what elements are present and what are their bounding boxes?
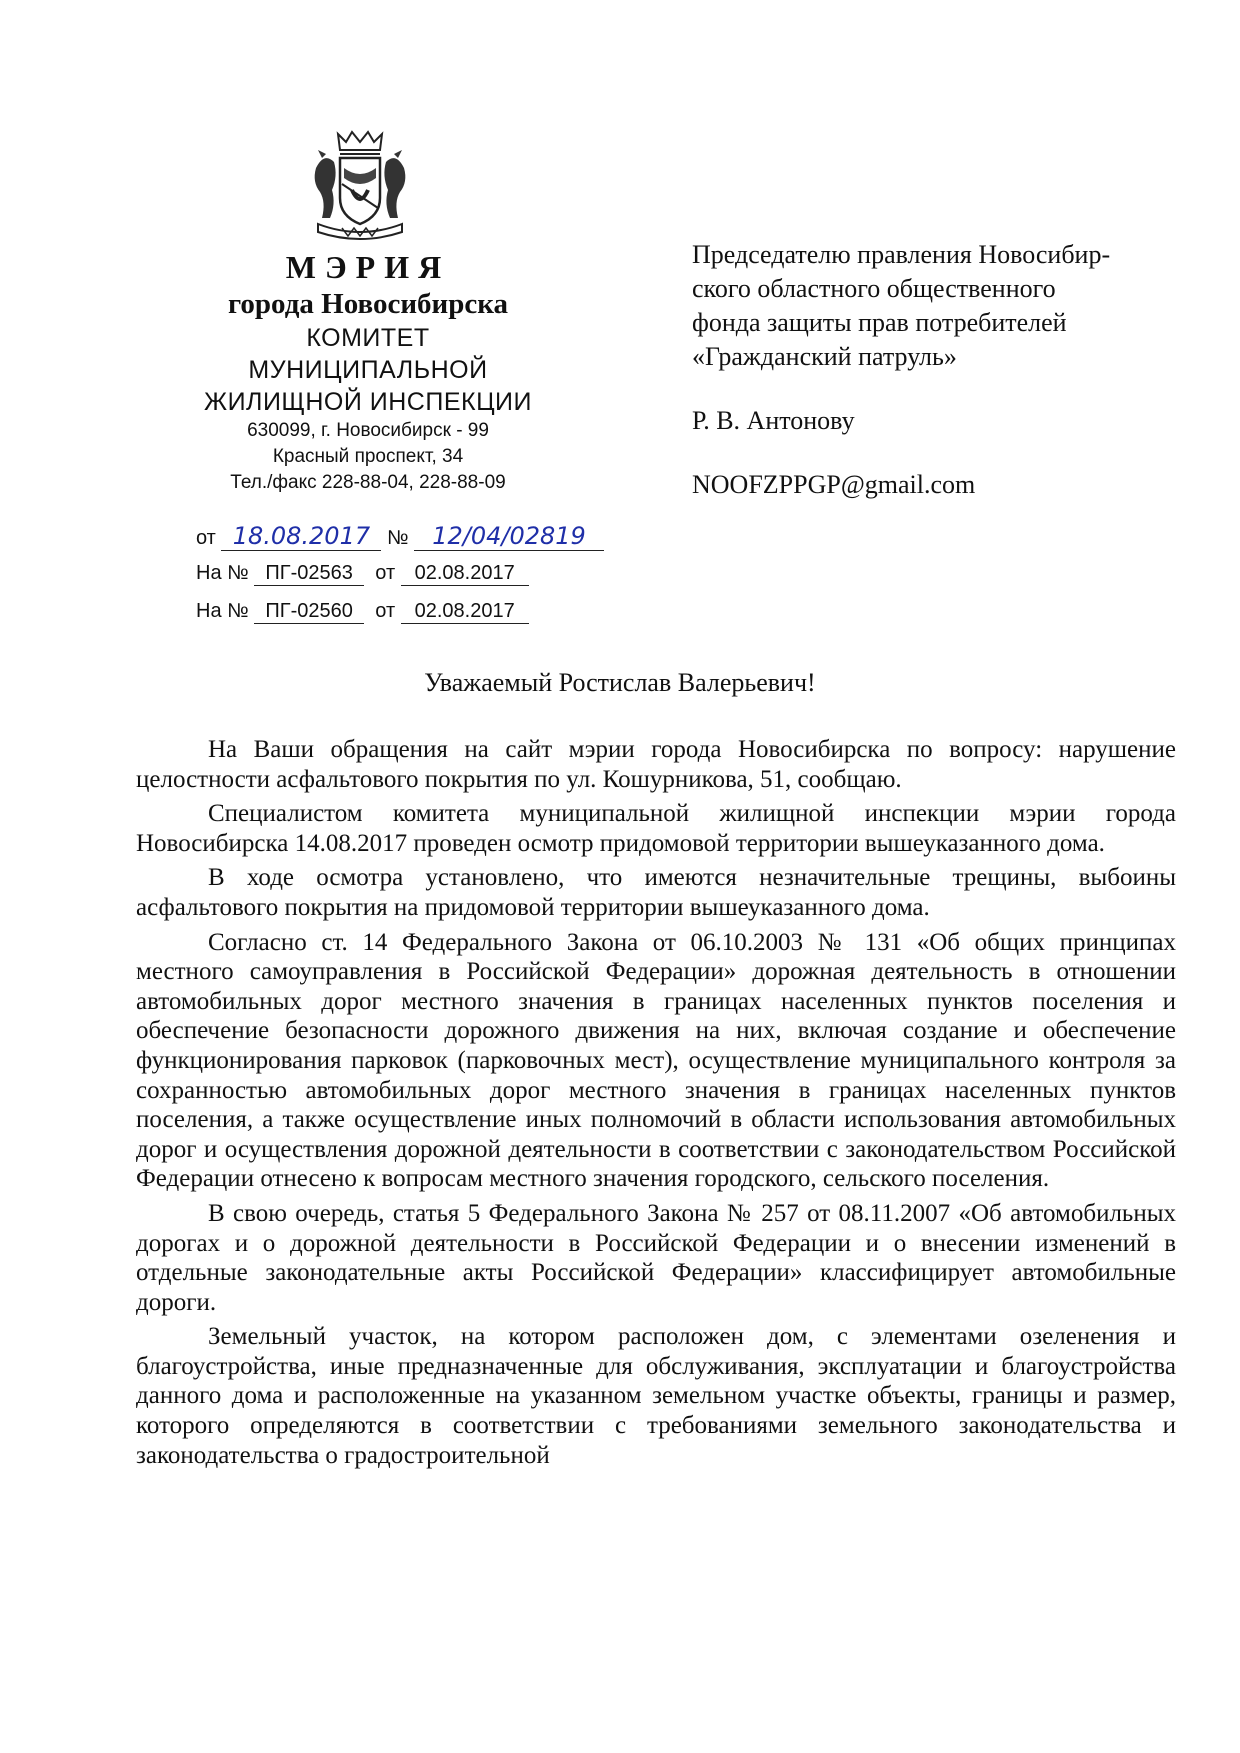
reference-line-1 (196, 562, 529, 586)
addressee-email: NOOFZPPGP@gmail.com (692, 470, 976, 499)
reg-num-label: № (386, 527, 409, 549)
ref-from-label: от (375, 562, 396, 584)
addressee-block (692, 238, 1172, 502)
reference-line-2 (196, 600, 529, 624)
addressee-line-2: ского областного общественного (692, 274, 1056, 303)
ref-date: 02.08.2017 (401, 562, 529, 586)
addressee-line-3: фонда защиты прав потребителей (692, 308, 1067, 337)
reg-number-handwritten: 12/04/02819 (414, 522, 604, 551)
org-city: города Новосибирска (227, 288, 509, 320)
committee-line-1: КОМИТЕТ (306, 324, 430, 352)
sender-block (168, 248, 568, 496)
ref-date: 02.08.2017 (401, 600, 529, 624)
paragraph: На Ваши обращения на сайт мэрии города Новосибирска по вопросу: нарушение целостности асфальтового покрытия по ул. Кошурникова, 51, сообщаю. (136, 736, 1176, 793)
address-line-1: 630099, г. Новосибирск - 99 (247, 420, 489, 441)
ref-number: ПГ-02560 (254, 600, 364, 624)
committee-line-3: ЖИЛИЩНОЙ ИНСПЕКЦИИ (204, 388, 532, 416)
letter-body (136, 735, 1176, 1475)
reg-from-label: от (196, 527, 216, 549)
addressee-line-4: «Гражданский патруль» (692, 342, 957, 371)
ref-prefix: На № (196, 562, 249, 584)
greeting: Уважаемый Ростислав Валерьевич! (424, 668, 816, 697)
registration-line (196, 522, 604, 551)
novosibirsk-coat-of-arms-icon (308, 128, 412, 244)
address-line-2: Красный проспект, 34 (272, 446, 464, 467)
addressee-line-1: Председателю правления Новосибир- (692, 240, 1111, 269)
paragraph: В свою очередь, статья 5 Федерального Закона № 257 от 08.11.2007 «Об автомобильных дорогах и о дорожной деятельности в Российской Федерации и о внесении изменений в отдельные законодательные акты Российской Федерации» классифицирует автомобильные дороги. (136, 1199, 1176, 1316)
paragraph: Земельный участок, на котором расположен дом, с элементами озеленения и благоустройства, иные предназначенные для обслуживания, эксплуатации и благоустройства данного дома и расположенные на указанном земельном участке объекты, границы и размер, которого определяются в соответствии с требованиями земельного законодательства и законодательства о градостроительной (136, 1323, 1176, 1469)
org-name: МЭРИЯ (285, 249, 451, 285)
ref-from-label: от (375, 600, 396, 622)
paragraph: Согласно ст. 14 Федерального Закона от 06.10.2003 № 131 «Об общих принципах местного самоуправления в Российской Федерации» дорожная деятельность в отношении автомобильных дорог местного значения в границах населенных пунктов поселения и обеспечение безопасности дорожного движения на них, включая создание и обеспечение функционирования парковок (парковочных мест), осуществление муниципального контроля за сохранностью автомобильных дорог местного значения в границах населенных пунктов поселения, а также осуществление иных полномочий в области использования автомобильных дорог и осуществления дорожной деятельности в соответствии с законодательством Российской Федерации отнесено к вопросам местного значения городского, сельского поселения. (136, 928, 1176, 1193)
committee-line-2: МУНИЦИПАЛЬНОЙ (248, 356, 488, 384)
phone-line: Тел./факс 228-88-04, 228-88-09 (230, 472, 506, 493)
ref-prefix: На № (196, 600, 249, 622)
reg-date-handwritten: 18.08.2017 (221, 522, 381, 551)
paragraph: В ходе осмотра установлено, что имеются незначительные трещины, выбоины асфальтового покрытия на придомовой территории вышеуказанного дома. (136, 864, 1176, 921)
addressee-name: Р. В. Антонову (692, 406, 855, 435)
ref-number: ПГ-02563 (254, 562, 364, 586)
paragraph: Специалистом комитета муниципальной жилищной инспекции мэрии города Новосибирска 14.08.2017 проведен осмотр придомовой территории вышеуказанного дома. (136, 800, 1176, 857)
